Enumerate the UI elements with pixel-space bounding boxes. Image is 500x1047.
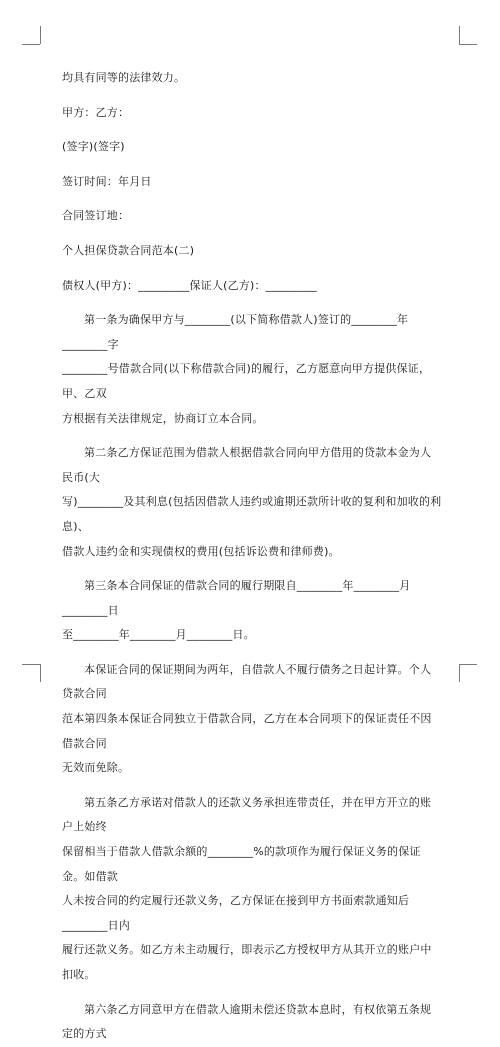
article-line: 方根据有关法律规定，协商订立本合同。 [62,411,264,425]
article-3 [62,574,442,648]
article-1 [62,308,442,431]
crop-mark-bottom-left [40,664,41,682]
article-4 [62,658,442,781]
crop-mark-top-left [22,44,40,45]
parties-line: 债权人(甲方)：_________保证人(乙方)：_________ [62,278,317,292]
article-line: 第二条乙方保证范围为借款人根据借款合同向甲方借用的贷款本金为人民币(大 [62,446,432,484]
crop-mark-bottom-left [22,664,40,665]
document-body [62,66,442,1047]
article-line: 第六条乙方同意甲方在借款人逾期未偿还贷款本息时，有权依第五条规定的方式 [62,1002,432,1041]
contract-title: 个人担保贷款合同范本(二) [62,243,195,257]
signature-line: (签字)(签字) [62,140,125,154]
article-line: 无效而免除。 [62,761,130,775]
article-line: 范本第四条本保证合同独立于借款合同，乙方在本合同项下的保证责任不因借款合同 [62,712,432,750]
article-line: 本保证合同的保证期间为两年，自借款人不履行债务之日起计算。个人贷款合同 [62,662,432,701]
crop-mark-top-right [459,26,460,44]
article-line: 第三条本合同保证的借款合同的履行期限自________年________月________日 [62,579,411,617]
signing-date: 签订时间：年月日 [62,174,152,188]
article-line: 第五条乙方承诺对借款人的还款义务承担连带责任，并在甲方开立的账户上始终 [62,795,432,834]
crop-mark-top-right [459,44,477,45]
party-heading: 甲方：乙方： [62,105,130,119]
crop-mark-bottom-right [459,664,460,682]
article-line: 至________年________月________日。 [62,628,255,642]
article-line: 履行还款义务。如乙方未主动履行，即表示乙方授权甲方从其开立的账户中扣收。 [62,943,432,981]
crop-mark-top-left [40,26,41,44]
article-5 [62,791,442,988]
article-line: 借款人违约金和实现债权的费用(包括诉讼费和律师费)。 [62,544,340,558]
article-2 [62,441,442,564]
crop-mark-bottom-right [459,664,477,665]
signing-place: 合同签订地： [62,209,130,223]
article-line: ________号借款合同(以下称借款合同)的履行，乙方愿意向甲方提供保证，甲、乙双 [62,362,431,400]
article-line: 写)________及其利息(包括因借款人违约或逾期还款所计收的复利和加收的利息)、 [62,495,442,533]
article-line: 第一条为确保甲方与________(以下简称借款人)签订的________年________字 [62,313,409,351]
article-line: 保留相当于借款人借款余额的________%的款项作为履行保证义务的保证金。如借款 [62,845,421,883]
effect-clause: 均具有同等的法律效力。 [62,71,186,84]
article-line: 人未按合同的约定履行还款义务，乙方保证在接到甲方书面索款通知后________日内 [62,894,410,932]
article-6 [62,998,442,1047]
